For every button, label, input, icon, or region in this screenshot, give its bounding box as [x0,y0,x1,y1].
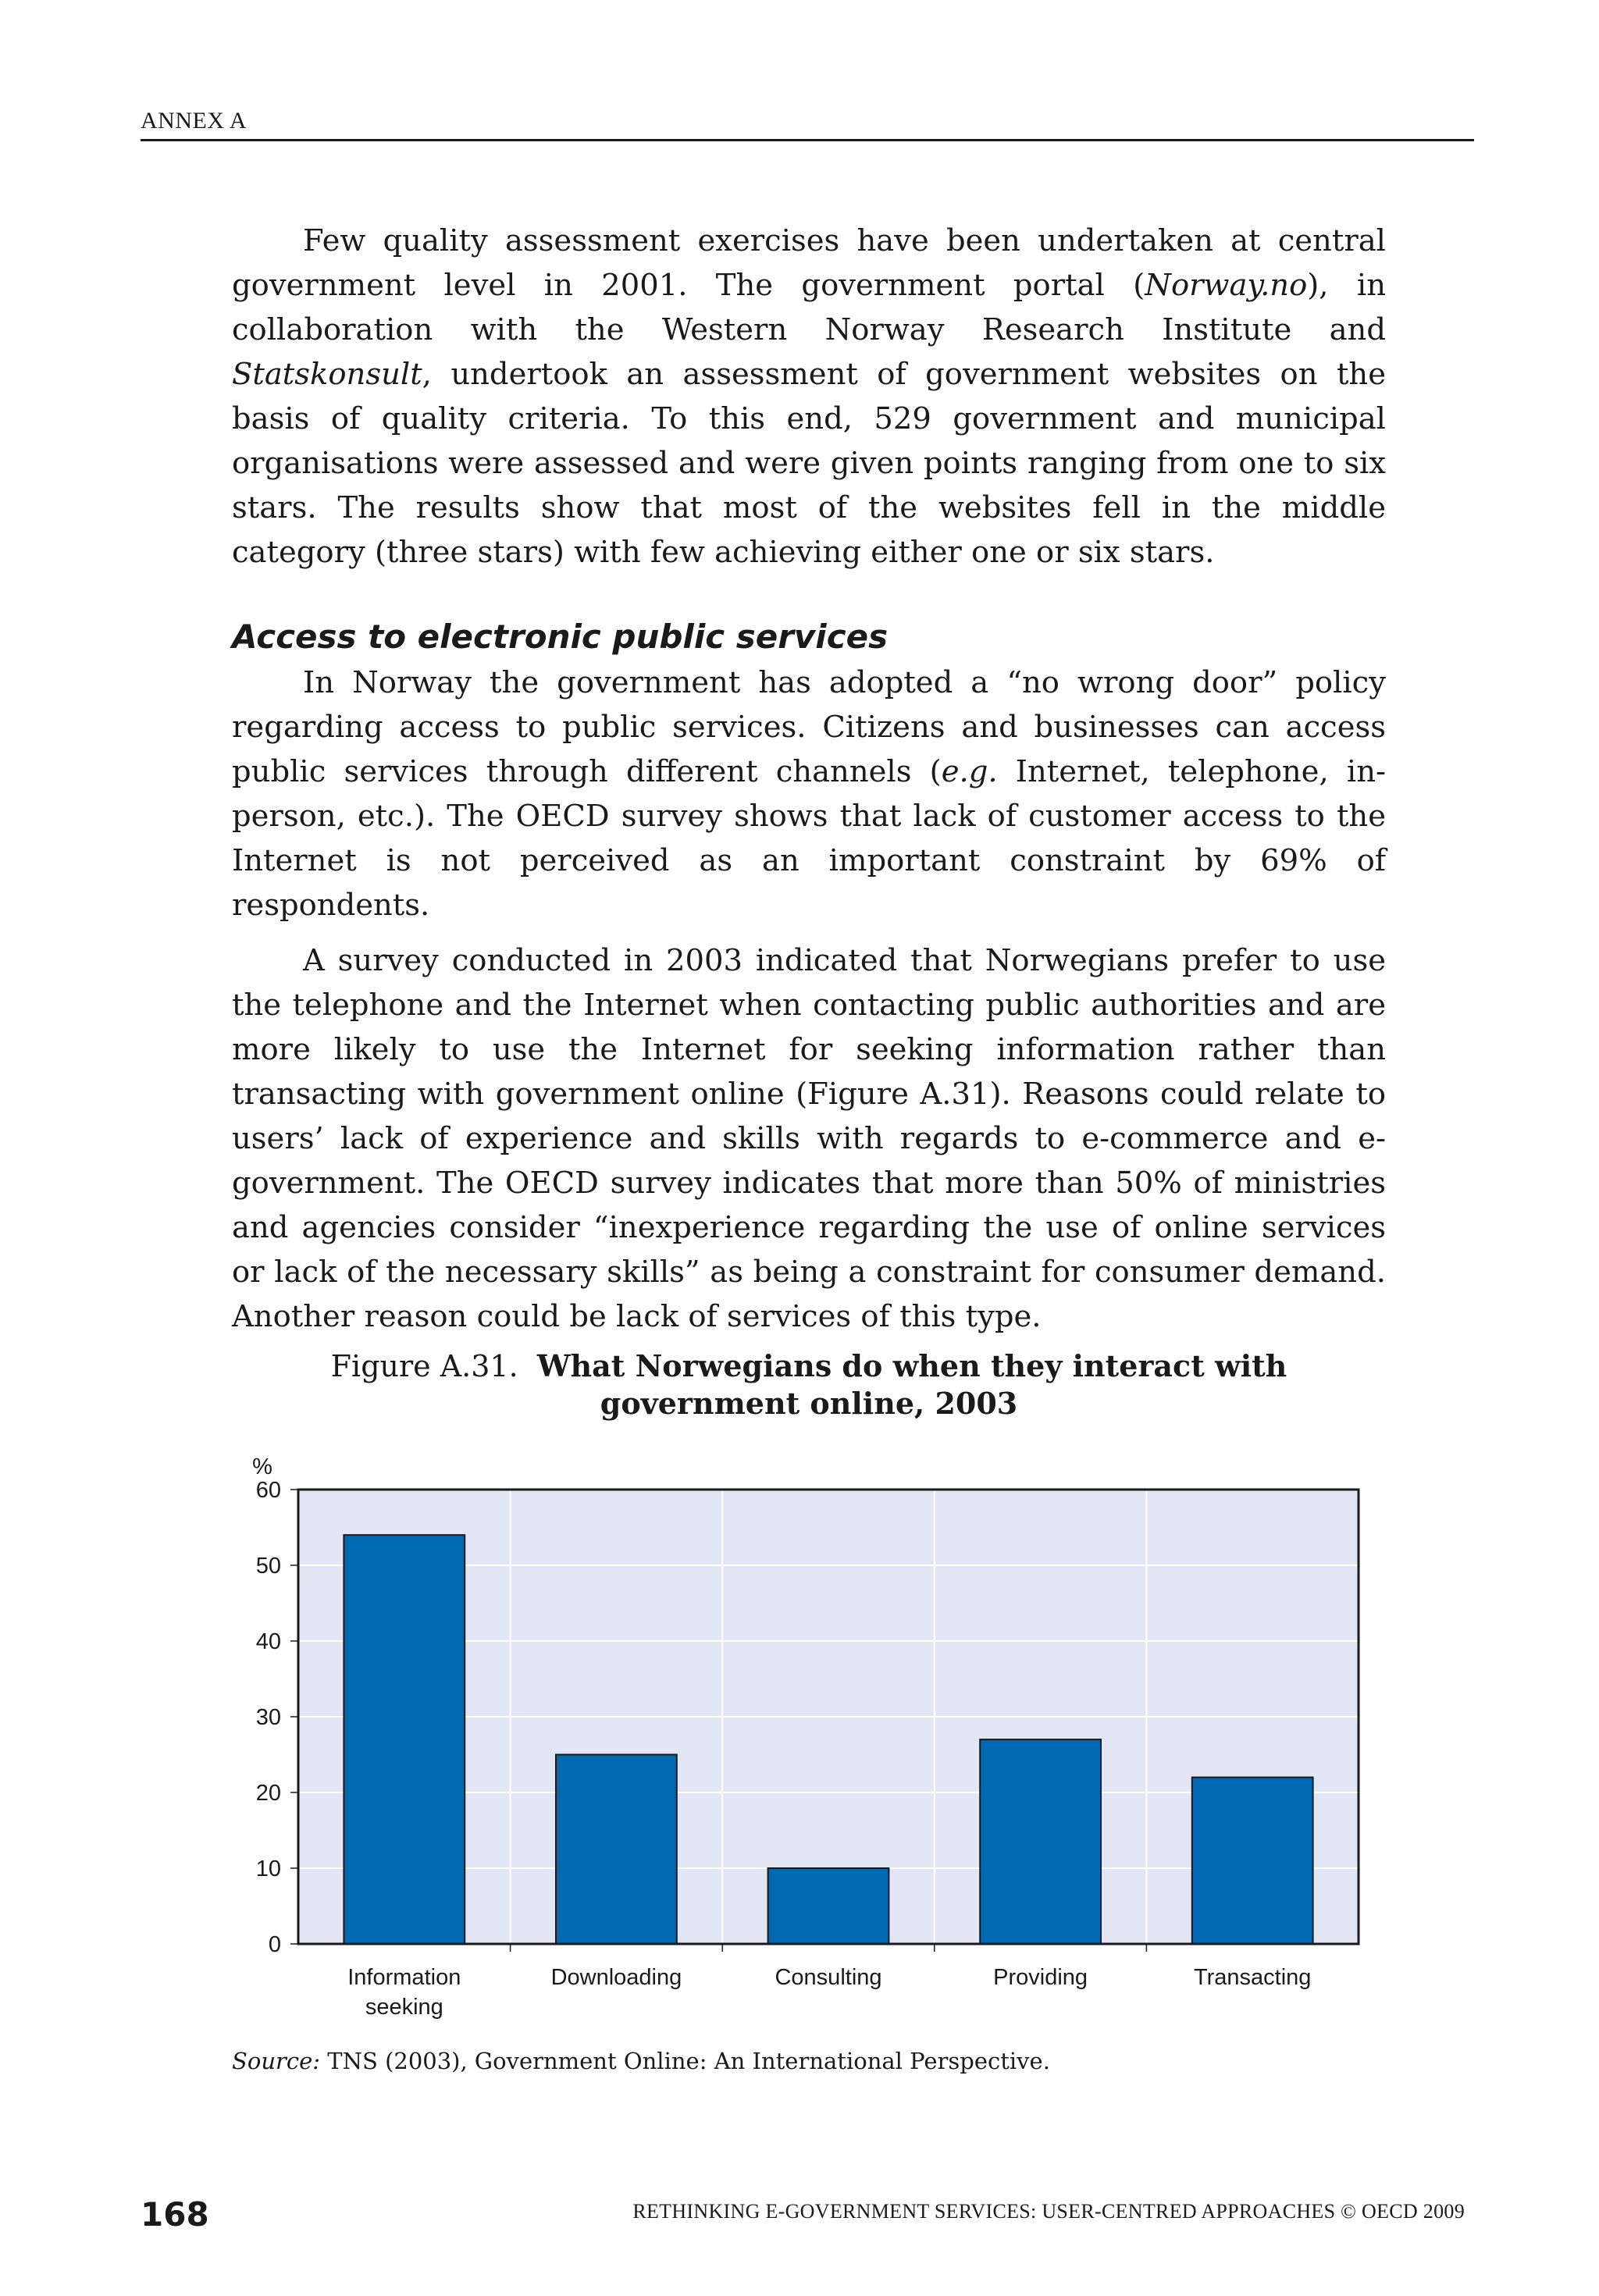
header-rule [141,139,1474,141]
p2-text-b: Internet, telephone, in-person, etc.). The OECD survey shows that lack of customer access to the Internet is not perceived as an important constraint by 69% of respondents. [232,754,1387,923]
body-text-top [232,219,1386,575]
figure-number: Figure A.31. [330,1349,518,1383]
figure-title-text: What Norwegians do when they interact with government online, 2003 [536,1348,1287,1421]
p1-text-a: Few quality assessment exercises have been undertaken at central government level in 2001. The government portal ( [232,223,1386,303]
x-category-label: Providing [993,1965,1088,1990]
bar [344,1535,465,1944]
p1-italic-norway: Norway.no [1145,268,1308,303]
y-axis-unit: % [252,1454,272,1479]
page-number: 168 [141,2195,209,2234]
running-head: ANNEX A [141,108,247,133]
section-access [232,614,1386,1339]
p1-italic-statskonsult: Statskonsult [232,357,422,392]
bar [980,1739,1101,1944]
x-category-label: Downloading [550,1965,682,1990]
y-tick-label: 50 [255,1554,281,1579]
y-tick-label: 10 [255,1856,281,1881]
section-heading: Access to electronic public services [232,618,889,656]
y-tick-label: 40 [255,1629,281,1654]
p2-italic-eg: e.g. [941,754,998,789]
bar [768,1868,889,1944]
paragraph-no-wrong-door [232,660,1386,927]
bar-chart [226,1444,1382,2045]
paragraph-survey-2003: A survey conducted in 2003 indicated that Norwegians prefer to use the telephone and the Internet when contacting public authorities and are more likely to use the Internet for seeking information rather than transacting with government online (Figure A.31). Reasons could relate to users’ lack of experience and skills with regards to e-commerce and e-government. The OECD survey indicates that more than 50% of ministries and agencies consider “inexperience regarding the use of online services or lack of the necessary skills” as being a constraint for consumer demand. Another reason could be lack of services of this type. [232,943,1386,1334]
p1-text-c: , undertook an assessment of government websites on the basis of quality criteria. To this end, 529 government and municipal organisations were assessed and were given points ranging from one to six stars. The results show that most of the websites fell in the middle category (three stars) with few achieving either one or six stars. [232,357,1386,570]
bar [556,1755,677,1945]
y-tick-label: 60 [255,1478,281,1503]
y-tick-label: 20 [255,1781,281,1806]
x-category-label: Transacting [1193,1965,1312,1990]
running-foot: RETHINKING E-GOVERNMENT SERVICES: USER-CENTRED APPROACHES © OECD 2009 [632,2200,1465,2223]
x-category-label: Consulting [775,1965,882,1990]
x-category-label: Information [347,1965,461,1990]
figure-title [232,1347,1386,1422]
y-tick-label: 0 [268,1932,281,1957]
bar [1192,1778,1313,1944]
p2-text-a: In Norway the government has adopted a “no wrong door” policy regarding access to public services. Citizens and businesses can access public services through different channels ( [232,665,1386,789]
x-category-label: seeking [365,1995,443,2020]
bar-chart-svg [226,1444,1382,2045]
paragraph-quality-assessment [232,219,1386,575]
figure-source [232,2048,1050,2074]
p1-text-b: ), in collaboration with the Western Norway Research Institute and [232,268,1387,347]
source-label: Source: [232,2048,321,2074]
source-text: TNS (2003), Government Online: An International Perspective. [320,2048,1050,2074]
y-tick-label: 30 [255,1705,281,1730]
